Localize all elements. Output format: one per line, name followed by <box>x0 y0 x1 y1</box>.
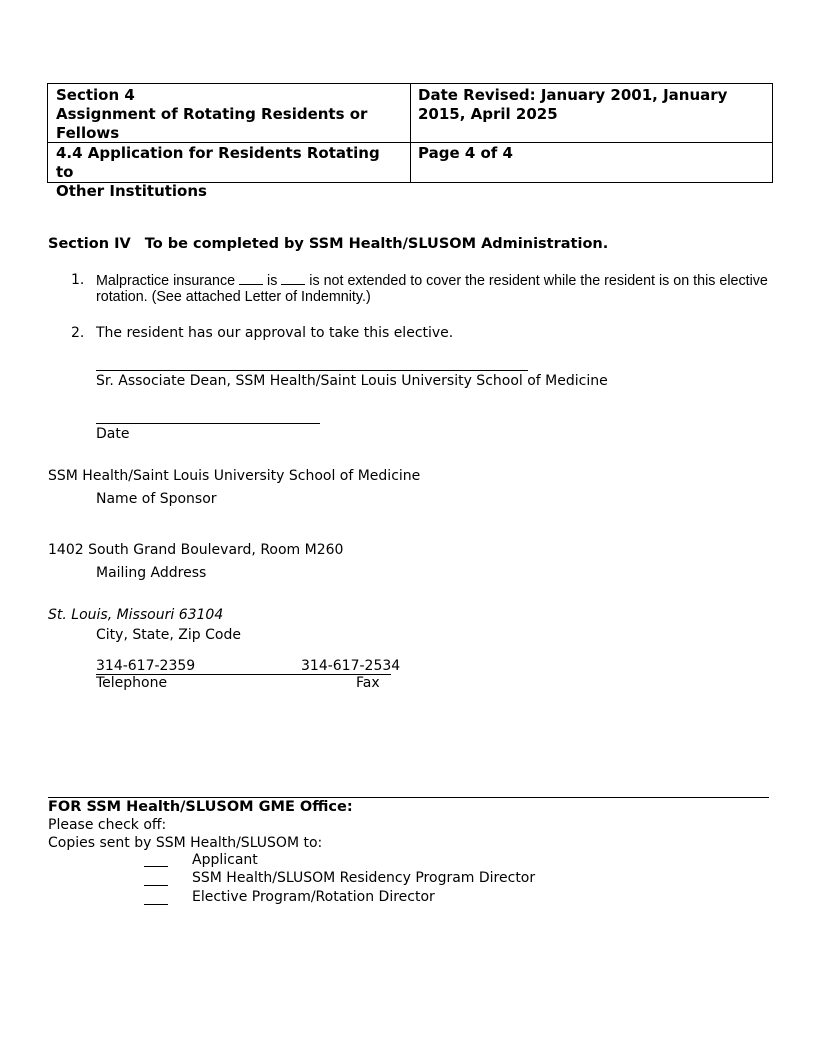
telephone-value: 314-617-2359 <box>96 658 196 674</box>
mailing-address-label: Mailing Address <box>96 565 207 581</box>
header-table <box>47 83 773 200</box>
checkbox-program-director[interactable] <box>144 885 168 886</box>
section-label: Section IV <box>48 236 131 252</box>
item-1-text <box>96 272 768 290</box>
item-1-number: 1. <box>71 272 85 288</box>
checklist-item-applicant: Applicant <box>192 852 258 868</box>
office-section-divider <box>48 797 769 798</box>
header-subsection-cell <box>48 142 410 203</box>
mailing-address-value: 1402 South Grand Boulevard, Room M260 <box>48 542 344 558</box>
subsection-title-line1: 4.4 Application for Residents Rotating to <box>56 144 380 181</box>
dean-signature-line[interactable] <box>96 370 528 371</box>
date-revised-line1: Date Revised: January 2001, January <box>418 86 728 104</box>
date-label: Date <box>96 426 130 442</box>
item-1-part2: is <box>263 273 282 289</box>
insurance-is-blank[interactable] <box>239 272 263 285</box>
insurance-is-not-blank[interactable] <box>281 272 305 285</box>
header-revised-cell <box>410 84 772 126</box>
item-2-text: The resident has our approval to take this elective. <box>96 325 454 341</box>
item-1-part3: is not extended to cover the resident while the resident is on this elective <box>305 273 768 289</box>
section-title: To be completed by SSM Health/SLUSOM Administration. <box>144 236 609 252</box>
item-2-number: 2. <box>71 325 85 341</box>
header-section-cell <box>48 84 410 145</box>
page-number: Page 4 of 4 <box>418 144 513 162</box>
date-signature-line[interactable] <box>96 423 320 424</box>
subsection-title-line2: Other Institutions <box>56 182 207 200</box>
checklist-item-program-director: SSM Health/SLUSOM Residency Program Director <box>192 870 536 886</box>
section-title-line2: Fellows <box>56 124 120 142</box>
fax-label: Fax <box>356 675 380 691</box>
checkbox-applicant[interactable] <box>144 866 168 867</box>
item-1-line2: rotation. (See attached Letter of Indemnity.) <box>96 289 371 305</box>
checklist-item-rotation-director: Elective Program/Rotation Director <box>192 889 435 905</box>
header-page-cell <box>410 142 772 165</box>
city-state-zip-label: City, State, Zip Code <box>96 627 241 643</box>
copies-sent-label: Copies sent by SSM Health/SLUSOM to: <box>48 835 323 851</box>
section-title-line1: Assignment of Rotating Residents or <box>56 105 368 123</box>
office-heading: FOR SSM Health/SLUSOM GME Office: <box>48 799 353 815</box>
sponsor-name-label: Name of Sponsor <box>96 491 217 507</box>
city-state-zip-value: St. Louis, Missouri 63104 <box>48 607 224 623</box>
section-number: Section 4 <box>56 86 135 104</box>
dean-signature-label: Sr. Associate Dean, SSM Health/Saint Louis University School of Medicine <box>96 373 608 389</box>
fax-value: 314-617-2534 <box>301 658 401 674</box>
checkbox-rotation-director[interactable] <box>144 904 168 905</box>
office-instruction: Please check off: <box>48 817 167 833</box>
sponsor-name-value: SSM Health/Saint Louis University School of Medicine <box>48 468 421 484</box>
section-heading <box>48 236 608 252</box>
telephone-label: Telephone <box>96 675 168 691</box>
date-revised-line2: 2015, April 2025 <box>418 105 558 123</box>
item-1-part1: Malpractice insurance <box>96 273 240 289</box>
